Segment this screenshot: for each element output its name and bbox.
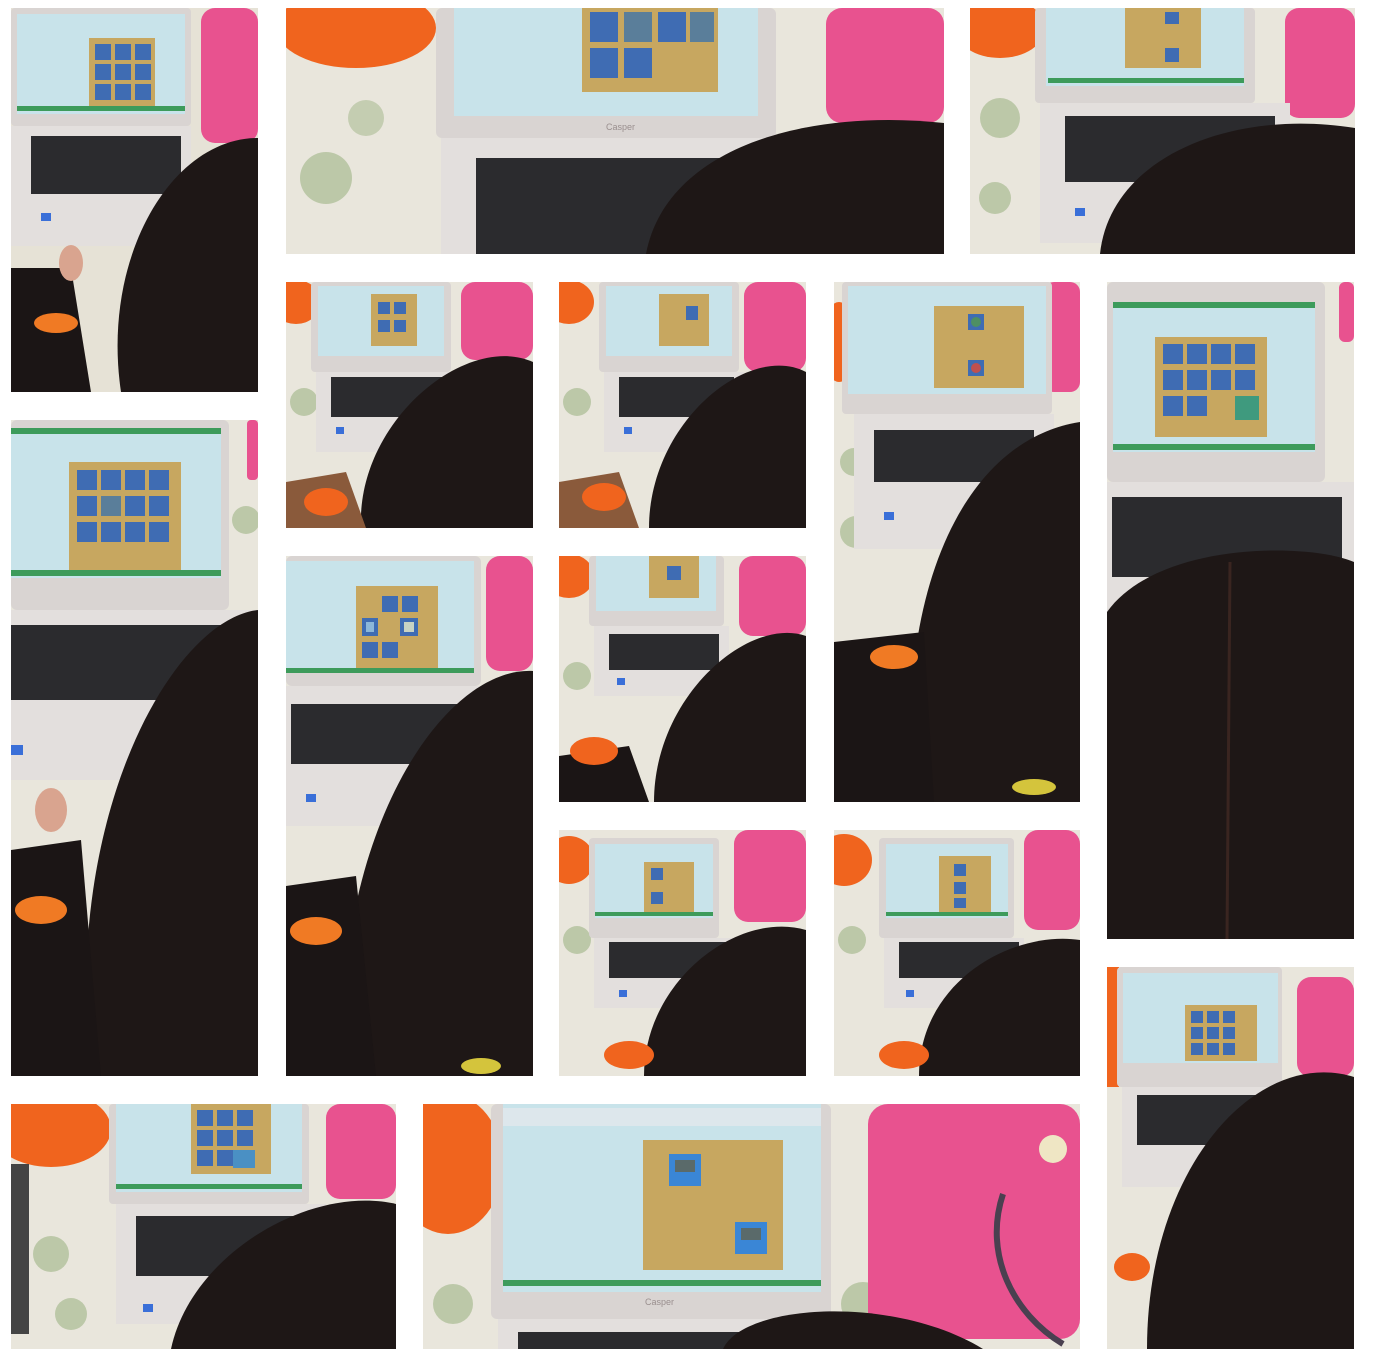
photo-9 bbox=[286, 556, 533, 1076]
photo-7 bbox=[1107, 282, 1354, 939]
photo-6 bbox=[834, 282, 1080, 802]
photo-11 bbox=[559, 830, 806, 1076]
photo-tile-5 bbox=[559, 282, 806, 528]
photo-13 bbox=[1107, 967, 1354, 1349]
photo-3 bbox=[970, 8, 1355, 254]
photo-1 bbox=[11, 8, 258, 392]
photo-tile-7 bbox=[1107, 282, 1354, 939]
photo-tile-6 bbox=[834, 282, 1080, 802]
photo-tile-14 bbox=[11, 1104, 396, 1349]
photo-tile-4 bbox=[286, 282, 533, 528]
photo-tile-15 bbox=[423, 1104, 1080, 1349]
laptop-brand-text: Casper bbox=[606, 122, 636, 132]
photo-10 bbox=[559, 556, 806, 802]
photo-tile-1 bbox=[11, 8, 258, 392]
photo-tile-2 bbox=[286, 8, 944, 254]
photo-tile-3 bbox=[970, 8, 1355, 254]
photo-2 bbox=[286, 8, 944, 254]
photo-12 bbox=[834, 830, 1080, 1076]
photo-5 bbox=[559, 282, 806, 528]
photo-8 bbox=[11, 420, 258, 1076]
photo-tile-13 bbox=[1107, 967, 1354, 1349]
photo-tile-9 bbox=[286, 556, 533, 1076]
photo-4 bbox=[286, 282, 533, 528]
photo-tile-11 bbox=[559, 830, 806, 1076]
photo-tile-12 bbox=[834, 830, 1080, 1076]
photo-14 bbox=[11, 1104, 396, 1349]
photo-15 bbox=[423, 1104, 1080, 1349]
photo-tile-8 bbox=[11, 420, 258, 1076]
laptop-brand-text: Casper bbox=[645, 1297, 675, 1307]
photo-tile-10 bbox=[559, 556, 806, 802]
